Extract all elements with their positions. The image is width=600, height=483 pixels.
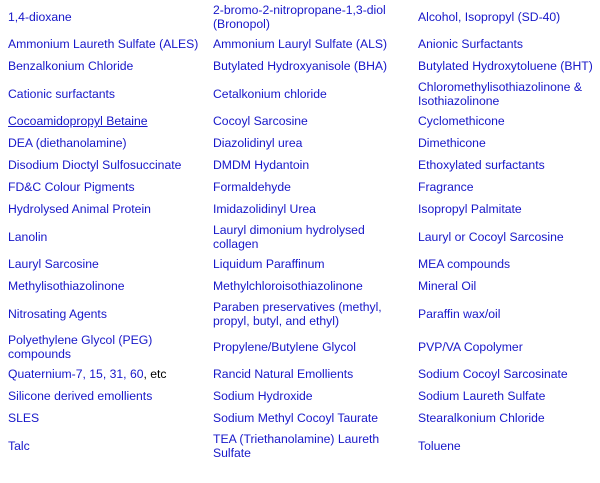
ingredient-cell: [0, 0, 205, 33]
ingredient-cell: [0, 198, 205, 220]
ingredient-name: Methylisothiazolinone: [8, 279, 125, 293]
ingredient-name: Lanolin: [8, 229, 48, 244]
table-row: [0, 110, 600, 132]
ingredient-cell: [410, 132, 600, 154]
ingredient-name: Butylated Hydroxytoluene (BHT): [418, 59, 593, 73]
table-row: [0, 385, 600, 407]
ingredient-name: Fragrance: [418, 180, 474, 194]
ingredient-cell: [205, 77, 410, 110]
ingredient-name: Lauryl Sarcosine: [8, 257, 99, 271]
ingredient-name: Butylated Hydroxyanisole (BHA): [213, 59, 388, 73]
ingredient-name: SLES: [8, 411, 40, 425]
ingredient-cell: [0, 330, 205, 363]
ingredient-cell: [205, 33, 410, 55]
ingredient-cell: [410, 330, 600, 363]
ingredient-cell: [205, 275, 410, 297]
ingredient-name: DMDM Hydantoin: [213, 158, 310, 172]
ingredient-name: Disodium Dioctyl Sulfosuccinate: [8, 158, 182, 172]
ingredient-name: PVP/VA Copolymer: [418, 339, 523, 354]
ingredient-name: Rancid Natural Emollients: [213, 367, 354, 381]
ingredient-cell: [205, 407, 410, 429]
ingredient-name: Cyclomethicone: [418, 114, 505, 128]
ingredient-name: Formaldehyde: [213, 180, 291, 194]
ingredient-name: Cocoyl Sarcosine: [213, 114, 308, 128]
ingredient-cell: [0, 55, 205, 77]
table-row: [0, 132, 600, 154]
ingredient-name: FD&C Colour Pigments: [8, 180, 135, 194]
table-row: [0, 154, 600, 176]
ingredient-name: Sodium Cocoyl Sarcosinate: [418, 367, 568, 381]
ingredient-cell: [205, 154, 410, 176]
ingredient-cell: [410, 407, 600, 429]
ingredient-name: TEA (Triethanolamine) Laureth Sulfate: [213, 431, 380, 460]
ingredient-cell: [205, 176, 410, 198]
ingredient-cell: [205, 0, 410, 33]
ingredient-cell: [0, 429, 205, 462]
table-row: [0, 33, 600, 55]
ingredient-cell: [0, 220, 205, 253]
ingredient-name: Silicone derived emollients: [8, 389, 153, 403]
ingredient-name: 2-bromo-2-nitropropane-1,3-diol (Bronopol): [213, 2, 386, 31]
ingredient-name: Sodium Laureth Sulfate: [418, 389, 546, 403]
ingredient-cell: [410, 110, 600, 132]
table-row: [0, 198, 600, 220]
ingredient-name: 1,4-dioxane: [8, 9, 72, 24]
table-row: [0, 55, 600, 77]
ingredient-cell: [0, 132, 205, 154]
ingredient-name: Dimethicone: [418, 136, 486, 150]
ingredient-name: MEA compounds: [418, 257, 511, 271]
ingredient-cell: [0, 275, 205, 297]
ingredient-name: Isopropyl Palmitate: [418, 202, 522, 216]
ingredient-cell: [205, 385, 410, 407]
ingredient-cell: [410, 220, 600, 253]
ingredient-cell: [0, 154, 205, 176]
ingredient-cell: [0, 297, 205, 330]
table-row: [0, 0, 600, 33]
ingredient-name: Nitrosating Agents: [8, 306, 107, 321]
ingredient-cell: [0, 77, 205, 110]
ingredient-name: Ammonium Lauryl Sulfate (ALS): [213, 37, 388, 51]
table-row: [0, 297, 600, 330]
ingredient-name: Benzalkonium Chloride: [8, 59, 134, 73]
ingredient-cell: [205, 363, 410, 385]
ingredient-cell: [410, 55, 600, 77]
ingredient-name: Lauryl dimonium hydrolysed collagen: [213, 222, 365, 251]
table-row: [0, 363, 600, 385]
etc-suffix: , etc: [143, 367, 167, 381]
ingredient-name: Cationic surfactants: [8, 86, 116, 101]
ingredient-cell: [410, 176, 600, 198]
ingredient-name: Diazolidinyl urea: [213, 136, 303, 150]
ingredient-cell: [410, 429, 600, 462]
ingredient-name: Propylene/Butylene Glycol: [213, 339, 356, 354]
ingredient-name: Alcohol, Isopropyl (SD-40): [418, 9, 561, 24]
ingredient-name: Methylchloroisothiazolinone: [213, 279, 363, 293]
ingredient-name: Cetalkonium chloride: [213, 86, 327, 101]
table-row: [0, 429, 600, 462]
ingredient-name: Paraffin wax/oil: [418, 306, 501, 321]
ingredient-name: Ethoxylated surfactants: [418, 158, 545, 172]
ingredient-cell: [410, 253, 600, 275]
ingredient-cell: [205, 297, 410, 330]
ingredient-cell: [0, 385, 205, 407]
table-row: [0, 275, 600, 297]
ingredient-cell: [410, 363, 600, 385]
ingredient-name: Talc: [8, 438, 30, 453]
ingredient-cell: [0, 253, 205, 275]
ingredient-cell: [205, 220, 410, 253]
ingredient-link[interactable]: Cocoamidopropyl Betaine: [8, 114, 148, 128]
table-row: [0, 77, 600, 110]
ingredient-name: Paraben preservatives (methyl, propyl, butyl, and ethyl): [213, 299, 382, 328]
ingredient-name: Chloromethylisothiazolinone & Isothiazolinone: [418, 79, 582, 108]
ingredient-cell: [0, 407, 205, 429]
ingredient-name: Liquidum Paraffinum: [213, 257, 325, 271]
table-row: [0, 220, 600, 253]
ingredient-name: Lauryl or Cocoyl Sarcosine: [418, 229, 564, 244]
ingredient-cell: [410, 154, 600, 176]
ingredient-cell: [0, 176, 205, 198]
ingredient-name: DEA (diethanolamine): [8, 136, 127, 150]
ingredient-cell: [205, 198, 410, 220]
ingredient-name: Ammonium Laureth Sulfate (ALES): [8, 37, 199, 51]
ingredient-cell: [410, 385, 600, 407]
ingredient-cell: [205, 55, 410, 77]
table-row: [0, 330, 600, 363]
ingredient-cell: [0, 33, 205, 55]
ingredient-cell: [410, 77, 600, 110]
ingredient-cell: [0, 363, 205, 385]
ingredient-name: Mineral Oil: [418, 279, 477, 293]
ingredient-cell: [410, 0, 600, 33]
ingredient-name: Sodium Hydroxide: [213, 389, 313, 403]
ingredient-name: Hydrolysed Animal Protein: [8, 202, 151, 216]
table-row: [0, 253, 600, 275]
ingredient-name: Anionic Surfactants: [418, 37, 524, 51]
ingredient-name: Imidazolidinyl Urea: [213, 202, 316, 216]
ingredient-cell: [205, 429, 410, 462]
ingredient-cell: [410, 297, 600, 330]
ingredient-cell: [410, 275, 600, 297]
table-row: [0, 176, 600, 198]
ingredient-name: Sodium Methyl Cocoyl Taurate: [213, 411, 379, 425]
ingredient-cell: [205, 132, 410, 154]
ingredient-cell: [205, 330, 410, 363]
ingredient-name: Stearalkonium Chloride: [418, 411, 545, 425]
ingredient-cell: [205, 110, 410, 132]
ingredient-cell: [410, 33, 600, 55]
ingredient-cell: [410, 198, 600, 220]
ingredient-name: Toluene: [418, 438, 461, 453]
ingredient-name: Polyethylene Glycol (PEG) compounds: [8, 332, 153, 361]
ingredient-name: Quaternium-7, 15, 31, 60: [8, 367, 144, 381]
table-row: [0, 407, 600, 429]
ingredient-cell[interactable]: [0, 110, 205, 132]
ingredient-cell: [205, 253, 410, 275]
